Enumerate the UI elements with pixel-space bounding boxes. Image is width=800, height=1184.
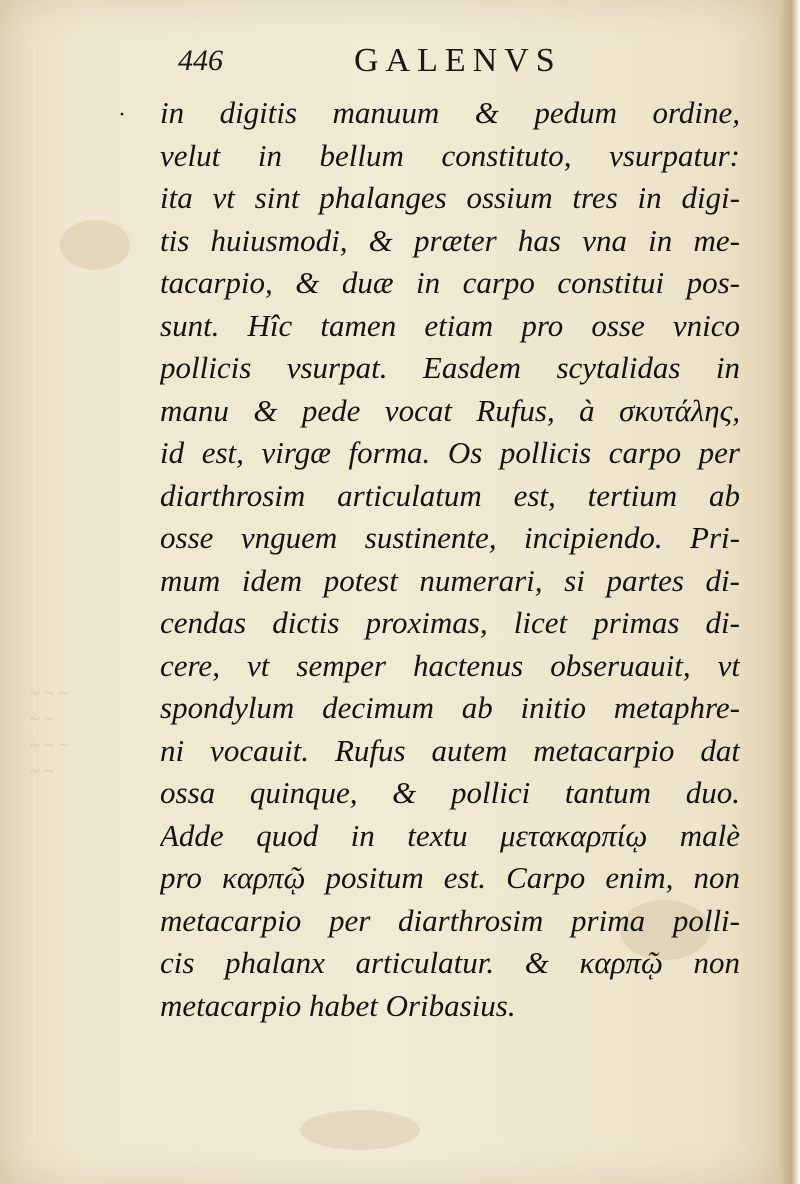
text-line: in digitis manuum & pedum ordine, (160, 95, 740, 130)
margin-mark: · (118, 102, 126, 128)
text-line: manu & pede vocat Rufus, à σκυτάλης, (160, 392, 740, 428)
text-line: velut in bellum constituto, vsurpatur: (160, 137, 740, 173)
text-line: metacarpio habet Oribasius. (160, 987, 516, 1023)
text-line: tis huiusmodi, & præter has vna in me- (160, 222, 740, 258)
text-line: tacarpio, & duæ in carpo constitui pos- (160, 265, 740, 300)
text-line: id est, virgæ forma. Os pollicis carpo per (160, 435, 740, 470)
running-title: GALENVS (354, 42, 562, 79)
text-line: ita vt sint phalanges ossium tres in digi- (160, 180, 740, 215)
text-line: diarthrosim articulatum est, tertium ab (160, 477, 740, 513)
page-number: 446 (178, 44, 223, 77)
text-line: ossa quinque, & pollici tantum duo. (160, 775, 740, 810)
body-text (160, 92, 740, 1082)
text-line: Adde quod in textu μετακαρπίῳ malè (160, 817, 740, 853)
text-line: cendas dictis proximas, licet primas di- (160, 605, 740, 640)
text-line: osse vnguem sustinente, incipiendo. Pri- (160, 520, 740, 555)
text-line: ni vocauit. Rufus autem metacarpio dat (160, 732, 740, 768)
text-line: metacarpio per diarthrosim prima polli- (160, 902, 740, 938)
text-line: cis phalanx articulatur. & καρπῷ non (160, 945, 740, 980)
show-through-text: ~ ~ ~ ~ ~ ~ ~ ~ ~ ~ (30, 683, 69, 781)
text-line: sunt. Hîc tamen etiam pro osse vnico (160, 307, 740, 343)
text-line: pollicis vsurpat. Easdem scytalidas in (160, 350, 740, 385)
text-line: cere, vt semper hactenus obseruauit, vt (160, 647, 740, 683)
paper-stain (300, 1110, 420, 1150)
paper-stain (60, 220, 130, 270)
text-line: pro καρπῷ positum est. Carpo enim, non (160, 860, 740, 895)
text-line: spondylum decimum ab initio metaphre- (160, 690, 740, 725)
running-header (170, 38, 630, 88)
page-edge (778, 0, 800, 1184)
text-line: mum idem potest numerari, si partes di- (160, 562, 740, 598)
